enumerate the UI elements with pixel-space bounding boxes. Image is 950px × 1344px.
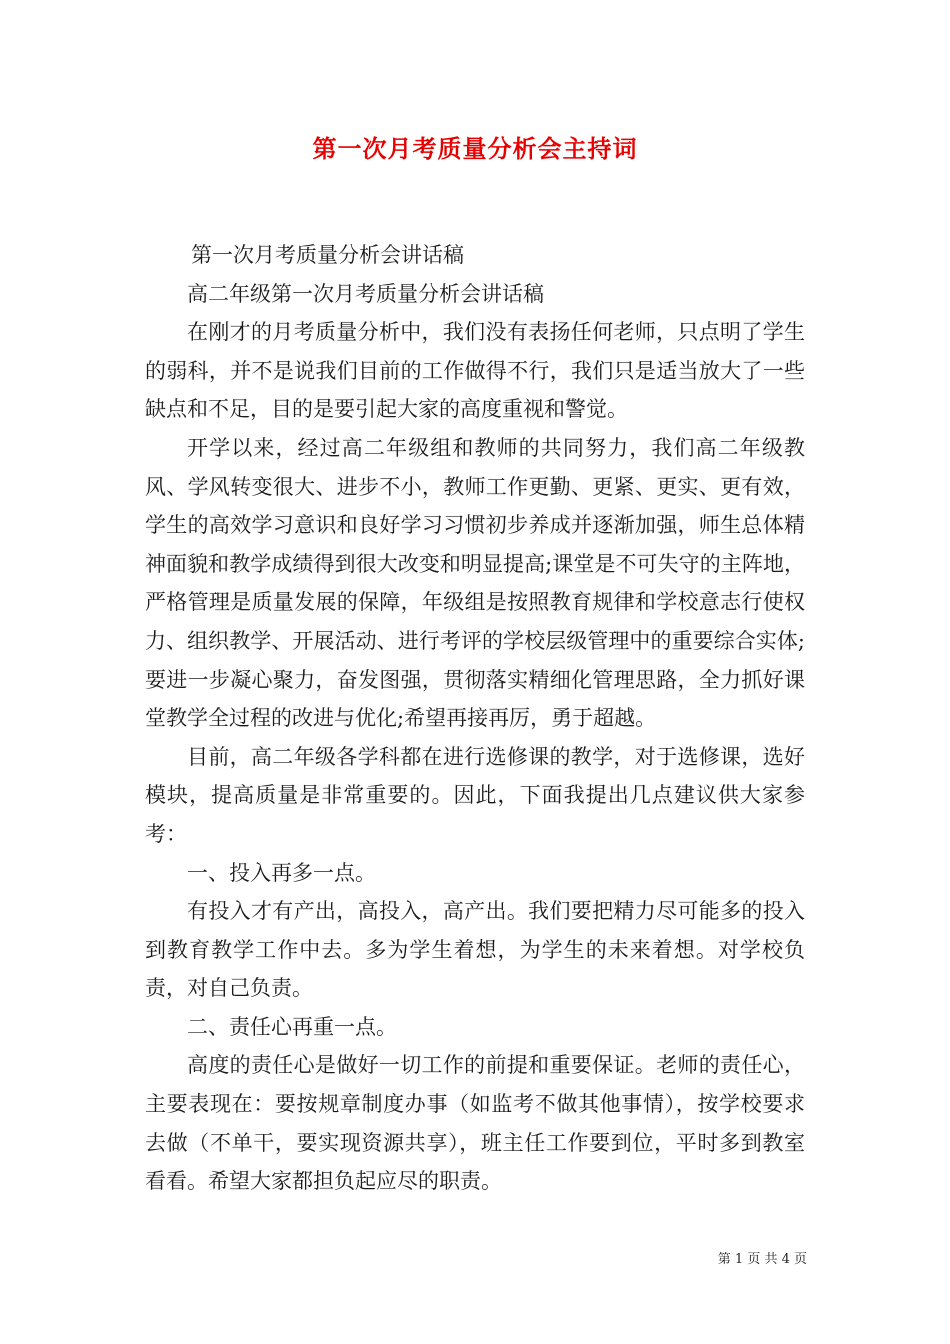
paragraph: 目前，高二年级各学科都在进行选修课的教学，对于选修课，选好模块，提高质量是非常重要的。因此，下面我提出几点建议供大家参考： (145, 744, 805, 846)
document-body (145, 236, 805, 1201)
document-title: 第一次月考质量分析会主持词 (312, 134, 638, 163)
section-heading-1: 一、投入再多一点。 (187, 860, 376, 885)
paragraph-subtitle-2: 高二年级第一次月考质量分析会讲话稿 (187, 281, 544, 306)
paragraph: 有投入才有产出，高投入，高产出。我们要把精力尽可能多的投入到教育教学工作中去。多为学生着想，为学生的未来着想。对学校负责，对自己负责。 (145, 899, 805, 1001)
paragraph: 在刚才的月考质量分析中，我们没有表扬任何老师，只点明了学生的弱科，并不是说我们目前的工作做得不行，我们只是适当放大了一些缺点和不足，目的是要引起大家的高度重视和警觉。 (145, 320, 805, 422)
page-number: 第 1 页 共 4 页 (717, 1252, 807, 1267)
paragraph-subtitle-1: 第一次月考质量分析会讲话稿 (191, 243, 464, 267)
paragraph: 高度的责任心是做好一切工作的前提和重要保证。老师的责任心，主要表现在：要按规章制度办事（如监考不做其他事情），按学校要求去做（不单干，要实现资源共享），班主任工作要到位，平时多到教室看看。希望大家都担负起应尽的职责。 (145, 1053, 805, 1194)
section-heading-2: 二、责任心再重一点。 (187, 1014, 397, 1039)
paragraph: 开学以来，经过高二年级组和教师的共同努力，我们高二年级教风、学风转变很大、进步不小，教师工作更勤、更紧、更实、更有效，学生的高效学习意识和良好学习习惯初步养成并逐渐加强，师生总体精神面貌和教学成绩得到很大改变和明显提高;课堂是不可失守的主阵地，严格管理是质量发展的保障，年级组是按照教育规律和学校意志行使权力、组织教学、开展活动、进行考评的学校层级管理中的重要综合实体;要进一步凝心聚力，奋发图强，贯彻落实精细化管理思路，全力抓好课堂教学全过程的改进与优化;希望再接再厉，勇于超越。 (145, 435, 805, 731)
